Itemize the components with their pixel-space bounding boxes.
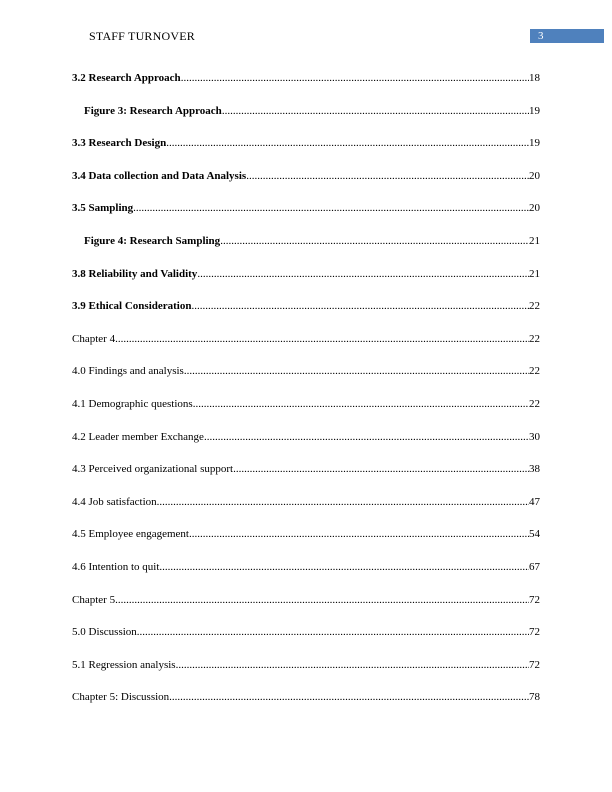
toc-entry-label: 3.3 Research Design — [72, 137, 167, 150]
toc-entry[interactable] — [72, 233, 540, 266]
toc-entry-page: 20 — [529, 202, 540, 215]
toc-entry[interactable] — [72, 559, 540, 592]
toc-entry-page: 22 — [529, 332, 540, 345]
toc-entry-label: 4.4 Job satisfaction — [72, 495, 157, 508]
toc-dot-leader — [233, 461, 529, 477]
toc-dot-leader — [166, 135, 529, 151]
toc-entry-page: 21 — [529, 234, 540, 247]
toc-entry-page: 22 — [529, 365, 540, 378]
toc-entry-label: 3.8 Reliability and Validity — [72, 267, 198, 280]
toc-dot-leader — [176, 657, 529, 673]
toc-entry[interactable] — [72, 494, 540, 527]
toc-entry-label: 4.2 Leader member Exchange — [72, 430, 204, 443]
toc-entry-label: 3.5 Sampling — [72, 202, 134, 215]
toc-entry[interactable] — [72, 461, 540, 494]
toc-entry[interactable] — [72, 657, 540, 690]
toc-entry-page: 72 — [529, 626, 540, 639]
toc-entry-page: 67 — [529, 560, 540, 573]
toc-entry-label: 5.1 Regression analysis — [72, 658, 176, 671]
toc-entry[interactable] — [72, 168, 540, 201]
toc-entry[interactable] — [72, 689, 540, 722]
toc-entry-page: 19 — [529, 104, 540, 117]
toc-entry-page: 72 — [529, 658, 540, 671]
toc-dot-leader — [220, 233, 529, 249]
toc-entry-label: 4.6 Intention to quit — [72, 560, 160, 573]
toc-entry[interactable] — [72, 624, 540, 657]
toc-entry-page: 38 — [529, 463, 540, 476]
toc-dot-leader — [133, 200, 529, 216]
toc-dot-leader — [159, 559, 529, 575]
toc-entry-label: Figure 4: Research Sampling — [84, 234, 221, 247]
table-of-contents — [72, 70, 540, 722]
toc-entry-page: 78 — [529, 691, 540, 704]
toc-dot-leader — [157, 494, 529, 510]
toc-entry-label: 4.3 Perceived organizational support — [72, 463, 234, 476]
toc-dot-leader — [246, 168, 529, 184]
toc-entry-label: 5.0 Discussion — [72, 626, 137, 639]
page-number: 3 — [538, 30, 544, 42]
toc-dot-leader — [169, 689, 529, 705]
toc-entry[interactable] — [72, 331, 540, 364]
toc-entry[interactable] — [72, 526, 540, 559]
toc-entry-page: 22 — [529, 300, 540, 313]
toc-dot-leader — [204, 429, 529, 445]
toc-entry-label: 3.9 Ethical Consideration — [72, 300, 192, 313]
toc-entry-page: 22 — [529, 397, 540, 410]
toc-entry-label: Chapter 5: Discussion — [72, 691, 170, 704]
toc-entry-page: 21 — [529, 267, 540, 280]
toc-entry[interactable] — [72, 298, 540, 331]
toc-dot-leader — [115, 592, 529, 608]
toc-dot-leader — [181, 70, 529, 86]
toc-dot-leader — [184, 363, 529, 379]
toc-entry[interactable] — [72, 70, 540, 103]
toc-dot-leader — [115, 331, 529, 347]
toc-entry[interactable] — [72, 135, 540, 168]
toc-entry-label: 3.2 Research Approach — [72, 72, 181, 84]
toc-entry-page: 72 — [529, 593, 540, 606]
toc-entry-page: 19 — [529, 137, 540, 150]
toc-entry-page: 47 — [529, 495, 540, 508]
running-header-title: STAFF TURNOVER — [89, 29, 195, 43]
toc-entry[interactable] — [72, 200, 540, 233]
toc-entry-label: 4.5 Employee engagement — [72, 528, 189, 541]
toc-dot-leader — [197, 266, 529, 282]
toc-entry-page: 18 — [529, 72, 540, 84]
toc-entry[interactable] — [72, 266, 540, 299]
toc-entry[interactable] — [72, 592, 540, 625]
toc-entry[interactable] — [72, 396, 540, 429]
toc-dot-leader — [222, 103, 529, 119]
toc-entry-label: Figure 3: Research Approach — [84, 104, 222, 117]
toc-dot-leader — [137, 624, 529, 640]
toc-dot-leader — [193, 396, 529, 412]
toc-entry-label: 3.4 Data collection and Data Analysis — [72, 169, 247, 182]
toc-entry-label: 4.0 Findings and analysis — [72, 365, 184, 378]
toc-dot-leader — [191, 298, 529, 314]
toc-entry-label: 4.1 Demographic questions — [72, 397, 193, 410]
toc-dot-leader — [189, 526, 529, 542]
toc-entry-label: Chapter 4 — [72, 332, 116, 345]
toc-entry-page: 30 — [529, 430, 540, 443]
toc-entry-page: 54 — [529, 528, 540, 541]
page-number-badge — [530, 29, 604, 43]
toc-entry[interactable] — [72, 429, 540, 462]
toc-entry[interactable] — [72, 363, 540, 396]
toc-entry-page: 20 — [529, 169, 540, 182]
toc-entry-label: Chapter 5 — [72, 593, 116, 606]
toc-entry[interactable] — [72, 103, 540, 136]
